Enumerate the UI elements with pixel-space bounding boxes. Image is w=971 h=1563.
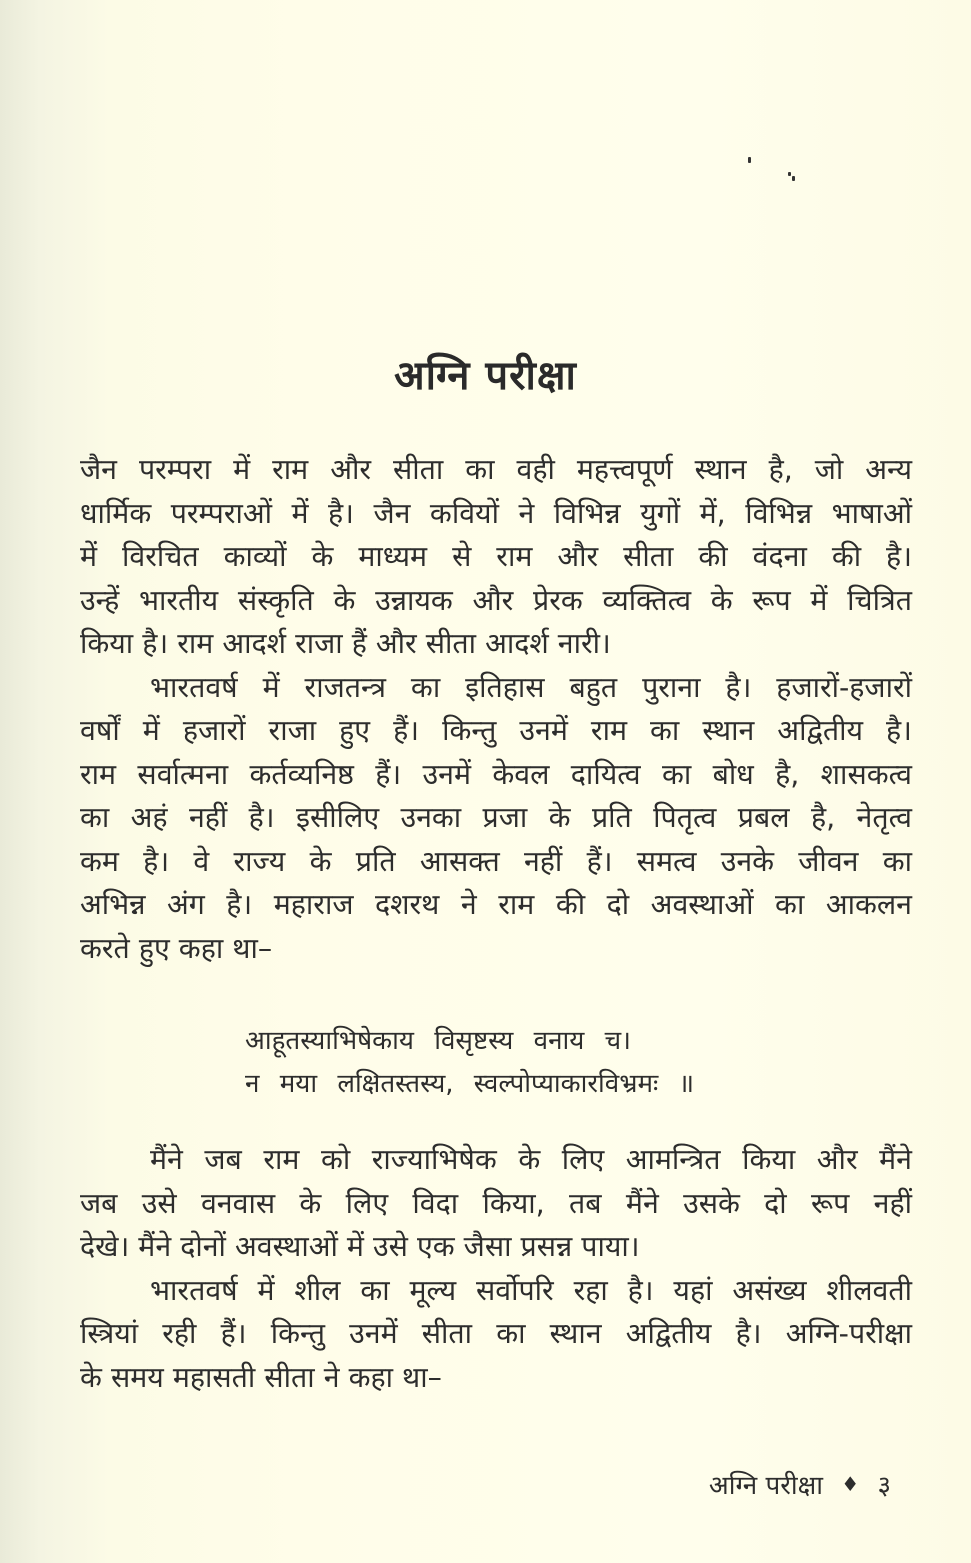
text-line: राम सर्वात्मना कर्तव्यनिष्ठ हैं। उनमें केवल दायित्व का बोध है, शासकत्व bbox=[80, 757, 912, 791]
text-line: का अहं नहीं है। इसीलिए उनका प्रजा के प्रति पितृत्व प्रबल है, नेतृत्व bbox=[80, 801, 912, 834]
text-line: देखे। मैंने दोनों अवस्थाओं में उसे एक जैसा प्रसन्न पाया। bbox=[80, 1230, 640, 1263]
chapter-title: अग्नि परीक्षा bbox=[394, 353, 577, 399]
running-title: अग्नि परीक्षा bbox=[708, 1471, 823, 1501]
text-line: करते हुए कहा था– bbox=[80, 931, 273, 965]
text-line: जब उसे वनवास के लिए विदा किया, तब मैंने उसके दो रूप नहीं bbox=[80, 1186, 912, 1220]
text-line: अभिन्न अंग है। महाराज दशरथ ने राम की दो अवस्थाओं का आकलन bbox=[80, 888, 912, 921]
paragraph-continuation bbox=[80, 1138, 912, 1399]
text-line: में विरचित काव्यों के माध्यम से राम और सीता की वंदना की है। bbox=[80, 540, 912, 573]
text-line: मैंने जब राम को राज्याभिषेक के लिए आमन्त्रित किया और मैंने bbox=[150, 1143, 912, 1176]
text-line: धार्मिक परम्पराओं में है। जैन कवियों ने विभिन्न युगों में, विभिन्न भाषाओं bbox=[80, 496, 912, 530]
text-line: के समय महासती सीता ने कहा था– bbox=[80, 1360, 442, 1394]
text-line: जैन परम्परा में राम और सीता का वही महत्त्वपूर्ण स्थान है, जो अन्य bbox=[80, 453, 912, 486]
page-number: ३ bbox=[877, 1471, 891, 1501]
page-footer bbox=[709, 1466, 891, 1502]
text-line: वर्षों में हजारों राजा हुए हैं। किन्तु उनमें राम का स्थान अद्वितीय है। bbox=[80, 714, 912, 747]
ink-speck bbox=[792, 176, 795, 181]
text-line: स्त्रियां रही हैं। किन्तु उनमें सीता का स्थान अद्वितीय है। अग्नि-परीक्षा bbox=[80, 1317, 912, 1350]
text-line: किया है। राम आदर्श राजा हैं और सीता आदर्श नारी। bbox=[80, 627, 611, 660]
diamond-icon: ♦ bbox=[841, 1472, 860, 1496]
text-line: कम है। वे राज्य के प्रति आसक्त नहीं हैं। समत्व उनके जीवन का bbox=[80, 844, 912, 878]
text-line: भारतवर्ष में शील का मूल्य सर्वोपरि रहा है। यहां असंख्य शीलवती bbox=[150, 1273, 912, 1307]
verse-line: आहूतस्याभिषेकाय विसृष्टस्य वनाय च। bbox=[245, 1026, 631, 1056]
verse-line: न मया लक्षितस्तस्य, स्वल्पोप्याकारविभ्रमः ॥ bbox=[245, 1069, 695, 1099]
paragraph-intro bbox=[80, 448, 912, 970]
ink-speck bbox=[788, 172, 791, 176]
text-line: उन्हें भारतीय संस्कृति के उन्नायक और प्रेरक व्यक्तित्व के रूप में चित्रित bbox=[80, 583, 912, 617]
sanskrit-verse bbox=[245, 1020, 694, 1106]
ink-speck bbox=[748, 157, 751, 163]
text-line: भारतवर्ष में राजतन्त्र का इतिहास बहुत पुराना है। हजारों-हजारों bbox=[150, 670, 912, 704]
